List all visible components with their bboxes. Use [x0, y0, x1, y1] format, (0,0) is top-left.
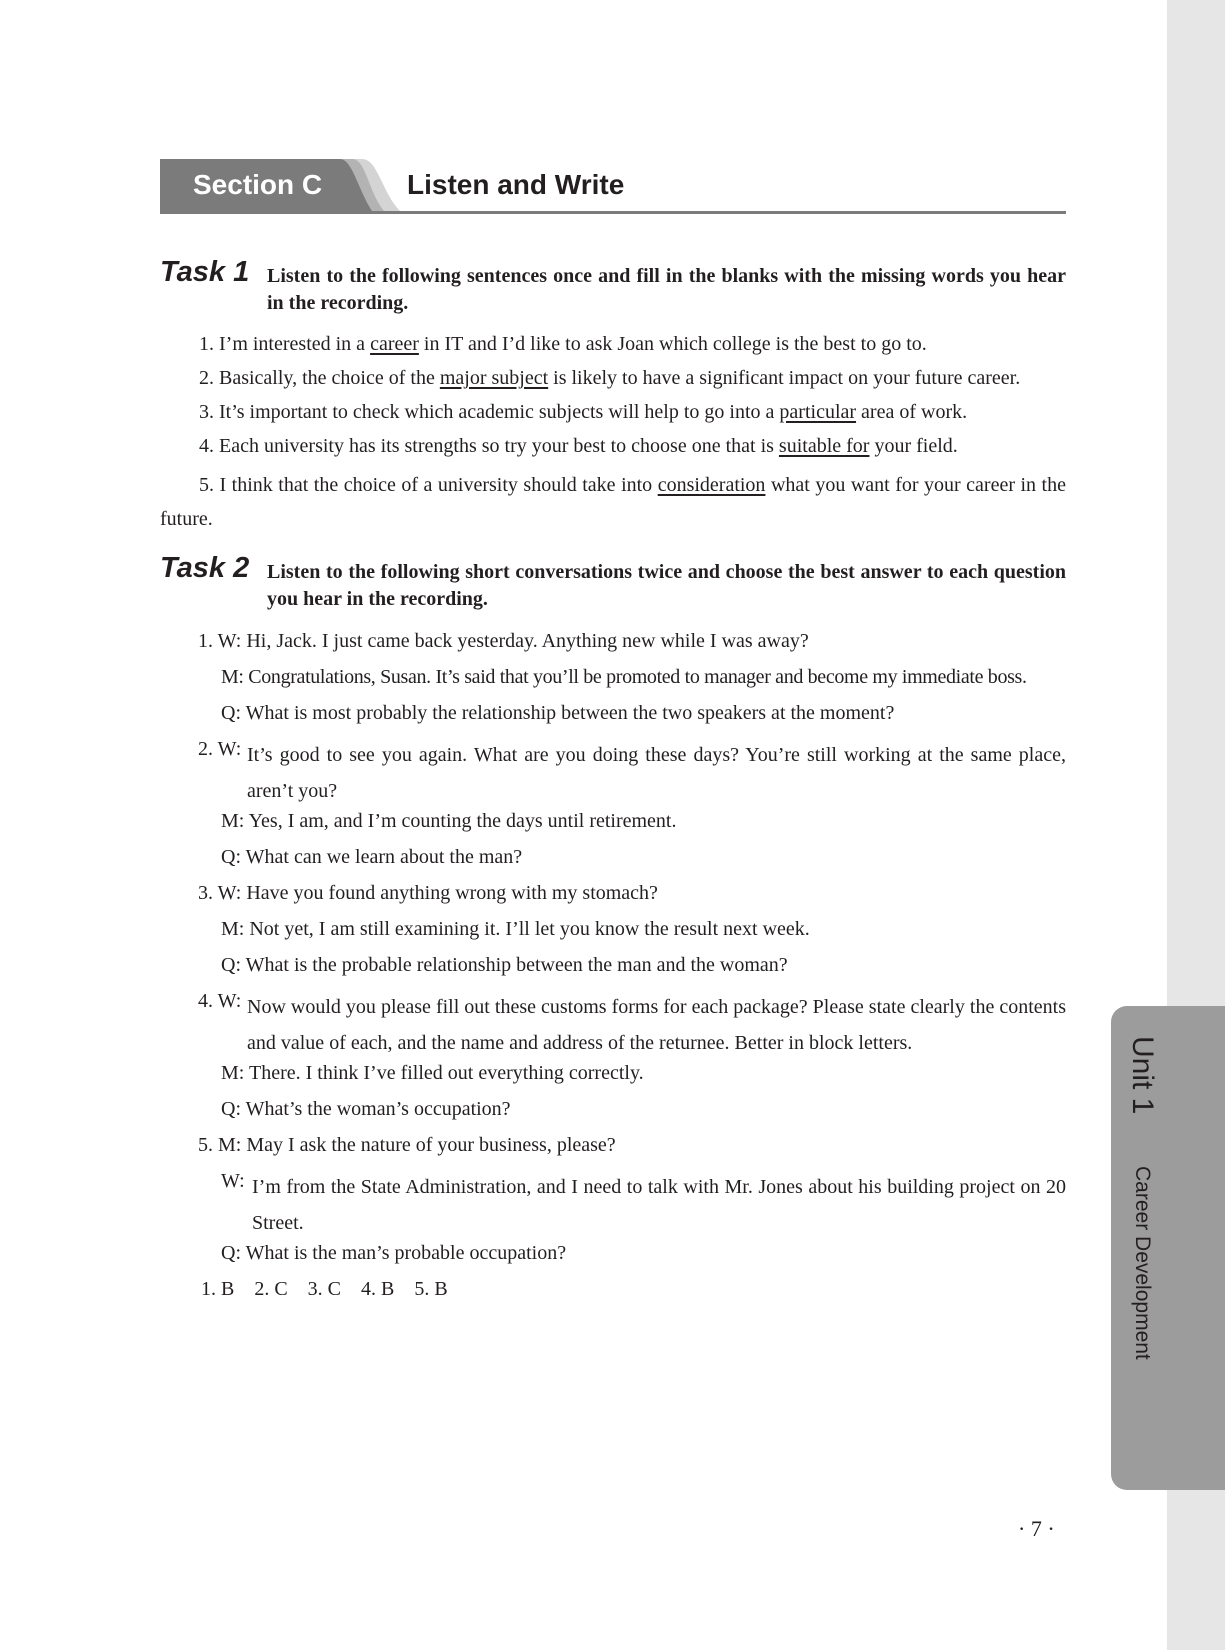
item-answer: career: [370, 333, 419, 355]
line-text: What is most probably the relationship between the two speakers at the moment?: [245, 702, 895, 724]
conversation-2-w: It’s good to see you again. What are you doing these days? You’re still working at the same place, aren’t you?: [247, 744, 1066, 802]
conversation-number: 4.: [198, 990, 213, 1012]
item-number: 1.: [199, 333, 214, 355]
line-text: What is the man’s probable occupation?: [245, 1242, 567, 1264]
speaker: W:: [217, 630, 242, 652]
item-text-before: Basically, the choice of the: [219, 367, 435, 389]
section-title: Listen and Write: [407, 169, 625, 200]
section-rule: [160, 211, 1066, 214]
speaker: Q:: [221, 846, 241, 868]
speaker: Q:: [221, 702, 241, 724]
item-text-before: Each university has its strengths so try your best to choose one that is: [219, 435, 774, 457]
conversation-2-m: [221, 809, 677, 833]
conversation-number: 3.: [198, 882, 213, 904]
speaker: Q:: [221, 954, 241, 976]
section-header: [160, 159, 1066, 215]
conversation-2-q: [221, 845, 522, 869]
conversation-4-q: [221, 1097, 511, 1121]
conversation-3-q: [221, 953, 788, 977]
conversation-3-m: [221, 917, 810, 941]
task2-label: Task 2: [160, 552, 250, 584]
unit-topic: Career Development: [1131, 1166, 1154, 1361]
conversation-5-w: I’m from the State Administration, and I need to talk with Mr. Jones about his building project on 20 Street.: [252, 1176, 1066, 1234]
item-text-after: what you want for your career in the future.: [160, 474, 1066, 530]
conversation-2-w-head: [198, 737, 241, 761]
task1-item-1: [199, 332, 927, 356]
conversation-5-q: [221, 1241, 566, 1265]
conversation-3-w: [198, 881, 658, 905]
speaker: M:: [218, 1134, 242, 1156]
line-text: Have you found anything wrong with my stomach?: [246, 882, 658, 904]
conversation-4-w-head: [198, 989, 241, 1013]
item-text-before: I’m interested in a: [219, 333, 366, 355]
line-text: Yes, I am, and I’m counting the days until retirement.: [248, 810, 677, 832]
item-text-before: It’s important to check which academic subjects will help to go into a: [219, 401, 775, 423]
line-text: Congratulations, Susan. It’s said that you’ll be promoted to manager and become my immediate boss.: [248, 666, 1027, 688]
item-number: 5.: [199, 474, 214, 496]
speaker: W:: [221, 1170, 245, 1192]
item-number: 3.: [199, 401, 214, 423]
speaker: M:: [221, 666, 244, 688]
line-text: What is the probable relationship between the man and the woman?: [245, 954, 788, 976]
speaker: W:: [217, 882, 242, 904]
item-text-after: in IT and I’d like to ask Joan which college is the best to go to.: [423, 333, 927, 355]
conversation-number: 1.: [198, 630, 213, 652]
task2-answers: 1. B 2. C 3. C 4. B 5. B: [201, 1278, 448, 1300]
line-text: What’s the woman’s occupation?: [245, 1098, 511, 1120]
unit-label: Unit 1: [1126, 1036, 1159, 1115]
speaker: M:: [221, 918, 245, 940]
conversation-5-m: [198, 1133, 616, 1157]
task1-instruction: Listen to the following sentences once and fill in the blanks with the missing words you hear in the recording.: [267, 265, 1066, 314]
item-text-after: is likely to have a significant impact on your future career.: [553, 367, 1021, 389]
conversation-1-w: [198, 629, 809, 653]
item-number: 2.: [199, 367, 214, 389]
speaker: M:: [221, 810, 245, 832]
line-text: There. I think I’ve filled out everything correctly.: [248, 1062, 644, 1084]
speaker: W:: [217, 990, 242, 1012]
section-badge: Section C: [160, 159, 355, 211]
speaker: Q:: [221, 1242, 241, 1264]
line-text: May I ask the nature of your business, please?: [246, 1134, 616, 1156]
item-number: 4.: [199, 435, 214, 457]
speaker: Q:: [221, 1098, 241, 1120]
task1-item-5: [160, 468, 1066, 536]
item-text-after: your field.: [874, 435, 958, 457]
conversation-5-w-head: [221, 1169, 245, 1193]
task2-instruction: Listen to the following short conversations twice and choose the best answer to each question you hear in the recording.: [267, 561, 1066, 610]
conversation-number: 5.: [198, 1134, 213, 1156]
item-text-before: I think that the choice of a university should take into: [219, 474, 653, 496]
item-answer: particular: [779, 401, 857, 423]
item-answer: major subject: [439, 367, 549, 389]
speaker: W:: [217, 738, 242, 760]
task1-label: Task 1: [160, 256, 250, 288]
conversation-4-w: Now would you please fill out these customs forms for each package? Please state clearly the contents and value of each, and the name and address of the returnee. Better in block letters.: [247, 996, 1066, 1054]
line-text: What can we learn about the man?: [245, 846, 523, 868]
task1-item-3: [199, 400, 967, 424]
speaker: M:: [221, 1062, 245, 1084]
conversation-1-m: [221, 665, 1027, 689]
item-text-after: area of work.: [861, 401, 968, 423]
unit-tab-text: [1125, 1036, 1159, 1360]
section-swoosh-decoration: [340, 159, 400, 211]
item-answer: consideration: [657, 474, 766, 496]
task1-item-2: [199, 366, 1020, 390]
line-text: Not yet, I am still examining it. I’ll let you know the result next week.: [249, 918, 810, 940]
conversation-4-m: [221, 1061, 644, 1085]
line-text: Hi, Jack. I just came back yesterday. Anything new while I was away?: [246, 630, 809, 652]
item-answer: suitable for: [778, 435, 870, 457]
conversation-number: 2.: [198, 738, 213, 760]
page-number: · 7 ·: [1018, 1516, 1055, 1541]
task1-item-4: [199, 434, 958, 458]
conversation-1-q: [221, 701, 894, 725]
